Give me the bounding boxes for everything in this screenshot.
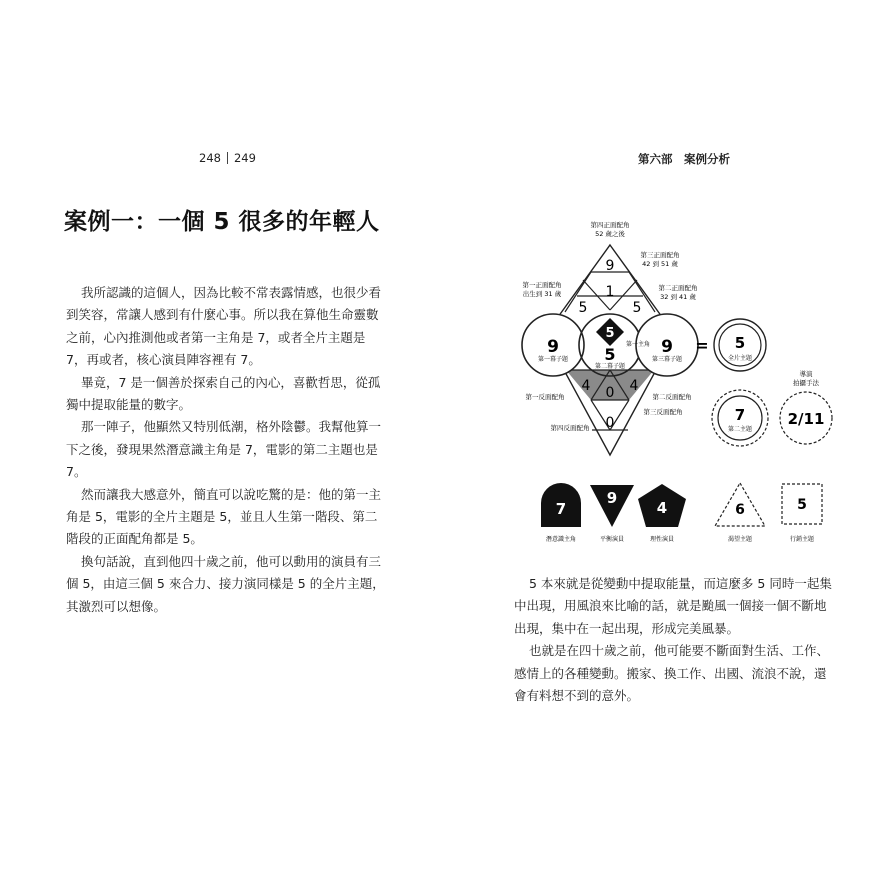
value-director: 2/11 xyxy=(787,410,825,428)
value-bottom-left: 4 xyxy=(581,378,591,394)
label-subconscious: 潛意識主角 xyxy=(545,536,577,543)
label-pos2-a: 第二正面配角 xyxy=(658,284,698,292)
paragraph: 那一陣子，他顯然又特別低潮，格外陰鬱。我幫他算一下之後，發現果然潛意識主角是 7，電影的第二主題也是 7。 xyxy=(66,419,382,480)
value-bottom-right: 4 xyxy=(629,378,639,394)
label-act2: 第二幕子題 xyxy=(594,363,626,370)
label-core: 第一主角 xyxy=(626,341,651,348)
label-reason: 理性演員 xyxy=(649,536,675,543)
paragraph: 畢竟，7 是一個善於探索自己的內心，喜歡哲思，從孤獨中提取能量的數字。 xyxy=(66,374,381,413)
value-top: 9 xyxy=(605,258,615,274)
value-bottom-mid: 0 xyxy=(605,385,615,401)
label-marketing: 行銷主題 xyxy=(789,536,815,543)
value-subconscious: 7 xyxy=(555,500,567,518)
paragraph: 5 本來就是從變動中提取能量，而這麼多 5 同時一起集中出現，用風浪來比喻的話，就是颱風一個接一個不斷地出現，集中在一起出現，形成完美風暴。 xyxy=(514,576,832,636)
page-numbers xyxy=(199,151,256,165)
left-body-text xyxy=(66,282,388,618)
paragraph: 我所認識的這個人，因為比較不常表露情感，也很少看到笑容，常讓人感到有什麼心事。所以我在算他生命靈數之前，心內推測他或者第一主角是 7，或者全片主題是 7，再或者，核心演員陣容裡有 7。 xyxy=(66,285,382,368)
label-pos3-a: 第三正面配角 xyxy=(640,251,680,259)
label-pos3-b: 42 到 51 歲 xyxy=(642,260,678,268)
label-neg2: 第二反面配角 xyxy=(652,393,692,401)
value-right: 5 xyxy=(632,300,642,316)
label-act1: 第一幕子題 xyxy=(537,356,569,363)
value-bottom-low: 0 xyxy=(605,415,615,431)
label-total: 全片主題 xyxy=(727,355,753,362)
label-neg3: 第三反面配角 xyxy=(643,408,683,416)
paragraph: 然而讓我大感意外，簡直可以說吃驚的是：他的第一主角是 5，電影的全片主題是 5，並且人生第一階段、第二階段的正面配角都是 5。 xyxy=(66,486,382,547)
value-circle-left: 9 xyxy=(547,337,559,357)
equals-sign: = xyxy=(695,336,709,355)
value-total: 5 xyxy=(734,334,746,352)
label-pos2-b: 32 到 41 歲 xyxy=(660,293,696,301)
label-act3: 第三幕子題 xyxy=(651,356,683,363)
label-neg4: 第四反面配角 xyxy=(550,424,590,432)
label-balance: 平衡演員 xyxy=(599,536,625,543)
value-second-theme: 7 xyxy=(734,406,746,424)
page-number-left: 248 xyxy=(199,151,221,165)
paragraph: 換句話說，直到他四十歲之前，他可以動用的演員有三個 5，由這三個 5 來合力、接力演同樣是 5 的全片主題，其激烈可以想像。 xyxy=(66,553,385,614)
label-pos4-b: 52 歲之後 xyxy=(595,230,625,238)
value-center: 5 xyxy=(604,345,616,364)
chapter-title: 案例一：一個 5 很多的年輕人 xyxy=(64,209,380,235)
label-pos1-b: 出生到 31 歲 xyxy=(522,290,562,298)
page-number-right: 249 xyxy=(233,151,256,165)
value-balance: 9 xyxy=(606,489,618,507)
value-left: 5 xyxy=(578,300,588,316)
value-reason: 4 xyxy=(656,499,668,517)
label-pos1-a: 第一正面配角 xyxy=(522,281,562,289)
right-body-text xyxy=(514,573,832,707)
value-desire: 6 xyxy=(735,502,745,518)
label-second-theme: 第二主題 xyxy=(727,426,753,433)
numerology-diagram xyxy=(505,210,835,550)
section-header: 第六部 案例分析 xyxy=(638,152,730,166)
value-circle-right: 9 xyxy=(661,337,673,357)
label-neg1: 第一反面配角 xyxy=(525,393,565,401)
page-divider xyxy=(227,152,228,164)
value-mid: 1 xyxy=(605,284,615,300)
paragraph: 也就是在四十歲之前，他可能要不斷面對生活、工作、感情上的各種變動。搬家、換工作、出國、流浪不說，還會有料想不到的意外。 xyxy=(514,643,830,704)
value-marketing: 5 xyxy=(797,497,807,513)
label-director-b: 拍攝手法 xyxy=(793,379,819,387)
label-pos4-a: 第四正面配角 xyxy=(590,221,630,229)
value-core: 5 xyxy=(605,326,615,341)
label-desire: 渴望主題 xyxy=(727,536,753,543)
label-director-a: 導演 xyxy=(799,370,813,378)
